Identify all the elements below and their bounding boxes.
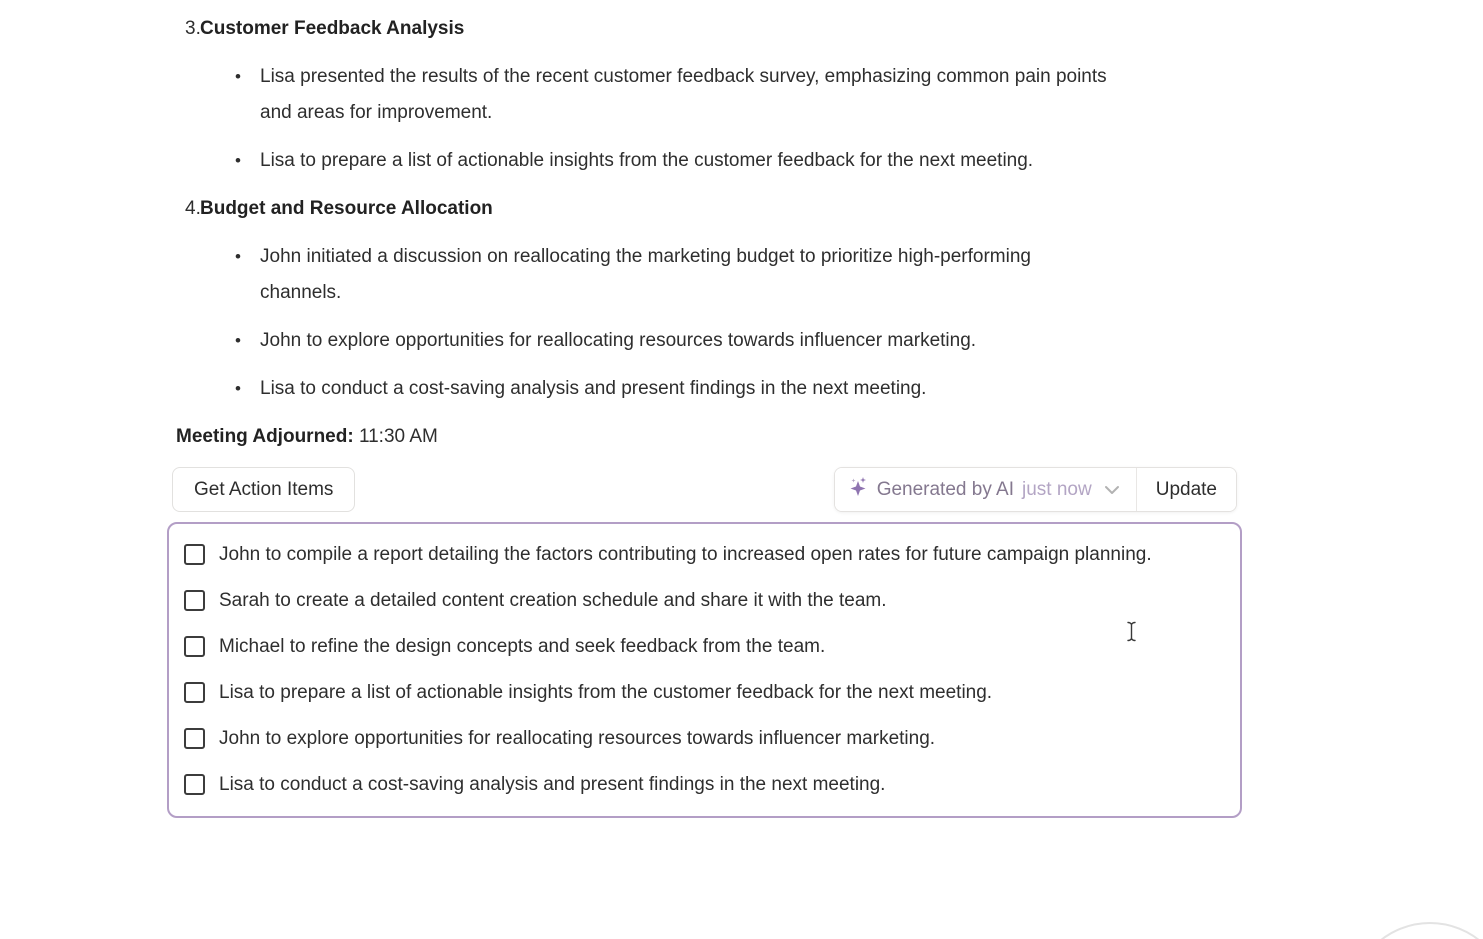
action-item-text: Lisa to prepare a list of actionable insights from the customer feedback for the next meeting. [219, 682, 993, 703]
meeting-adjourned-time: 11:30 AM [358, 426, 438, 447]
get-action-items-button[interactable]: Get Action Items [172, 467, 355, 512]
bullet-text: Lisa to prepare a list of actionable insights from the customer feedback for the next meeting. [260, 150, 1034, 171]
ai-button-group [834, 467, 1237, 512]
action-item-text: John to compile a report detailing the factors contributing to increased open rates for future campaign planning. [219, 544, 1152, 565]
action-item-row[interactable] [184, 629, 1225, 665]
section-bullets [167, 239, 1242, 407]
bullet-glyph: • [235, 331, 241, 350]
meeting-adjourned-label: Meeting Adjourned: [176, 426, 354, 447]
meeting-adjourned-line[interactable] [167, 419, 1242, 455]
action-item-checkbox[interactable] [184, 636, 205, 657]
section-title: Customer Feedback Analysis [200, 18, 465, 39]
document-sections [167, 11, 1242, 407]
bullet-glyph: • [235, 379, 241, 398]
bullet-glyph: • [235, 247, 241, 266]
section-bullets [167, 59, 1242, 179]
section-number: 3. [185, 18, 201, 39]
bullet-list-item[interactable] [167, 143, 1242, 179]
action-item-text: Sarah to create a detailed content creation schedule and share it with the team. [219, 590, 887, 611]
action-item-checkbox[interactable] [184, 682, 205, 703]
update-button[interactable]: Update [1137, 468, 1236, 511]
ai-status-dropdown[interactable] [835, 468, 1136, 511]
bullet-text: John to explore opportunities for reallocating resources towards influencer marketing. [260, 330, 977, 351]
action-item-row[interactable] [184, 583, 1225, 619]
bullet-list-item[interactable] [167, 239, 1242, 311]
ai-status-time: just now [1022, 478, 1092, 500]
bullet-glyph: • [235, 151, 241, 170]
bullet-list-item[interactable] [167, 59, 1242, 131]
section-number: 4. [185, 198, 201, 219]
bullet-text: Lisa to conduct a cost-saving analysis and present findings in the next meeting. [260, 378, 927, 399]
action-item-text: Lisa to conduct a cost-saving analysis and present findings in the next meeting. [219, 774, 886, 795]
action-item-row[interactable] [184, 537, 1225, 573]
section-title: Budget and Resource Allocation [200, 198, 493, 219]
bullet-glyph: • [235, 67, 241, 86]
toolbar [167, 467, 1242, 512]
chevron-down-icon [1104, 479, 1120, 501]
sparkle-icon [849, 476, 869, 504]
bullet-text: John initiated a discussion on reallocating the marketing budget to prioritize high-performing channels. [260, 246, 1031, 303]
bullet-list-item[interactable] [167, 323, 1242, 359]
action-items-panel[interactable] [167, 522, 1242, 818]
action-item-checkbox[interactable] [184, 774, 205, 795]
action-item-text: Michael to refine the design concepts and seek feedback from the team. [219, 636, 826, 657]
bullet-list-item[interactable] [167, 371, 1242, 407]
action-item-checkbox[interactable] [184, 728, 205, 749]
ai-status-label: Generated by AI [876, 478, 1015, 500]
bullet-text: Lisa presented the results of the recent customer feedback survey, emphasizing common pain points and areas for improvement. [260, 66, 1107, 123]
action-item-row[interactable] [184, 721, 1225, 757]
action-item-text: John to explore opportunities for reallocating resources towards influencer marketing. [219, 728, 936, 749]
action-item-checkbox[interactable] [184, 544, 205, 565]
floating-corner-button[interactable] [1350, 922, 1483, 939]
action-item-row[interactable] [184, 767, 1225, 803]
action-item-row[interactable] [184, 675, 1225, 711]
section-heading[interactable] [167, 11, 1242, 47]
action-item-checkbox[interactable] [184, 590, 205, 611]
document-content [167, 0, 1242, 818]
section-heading[interactable] [167, 191, 1242, 227]
